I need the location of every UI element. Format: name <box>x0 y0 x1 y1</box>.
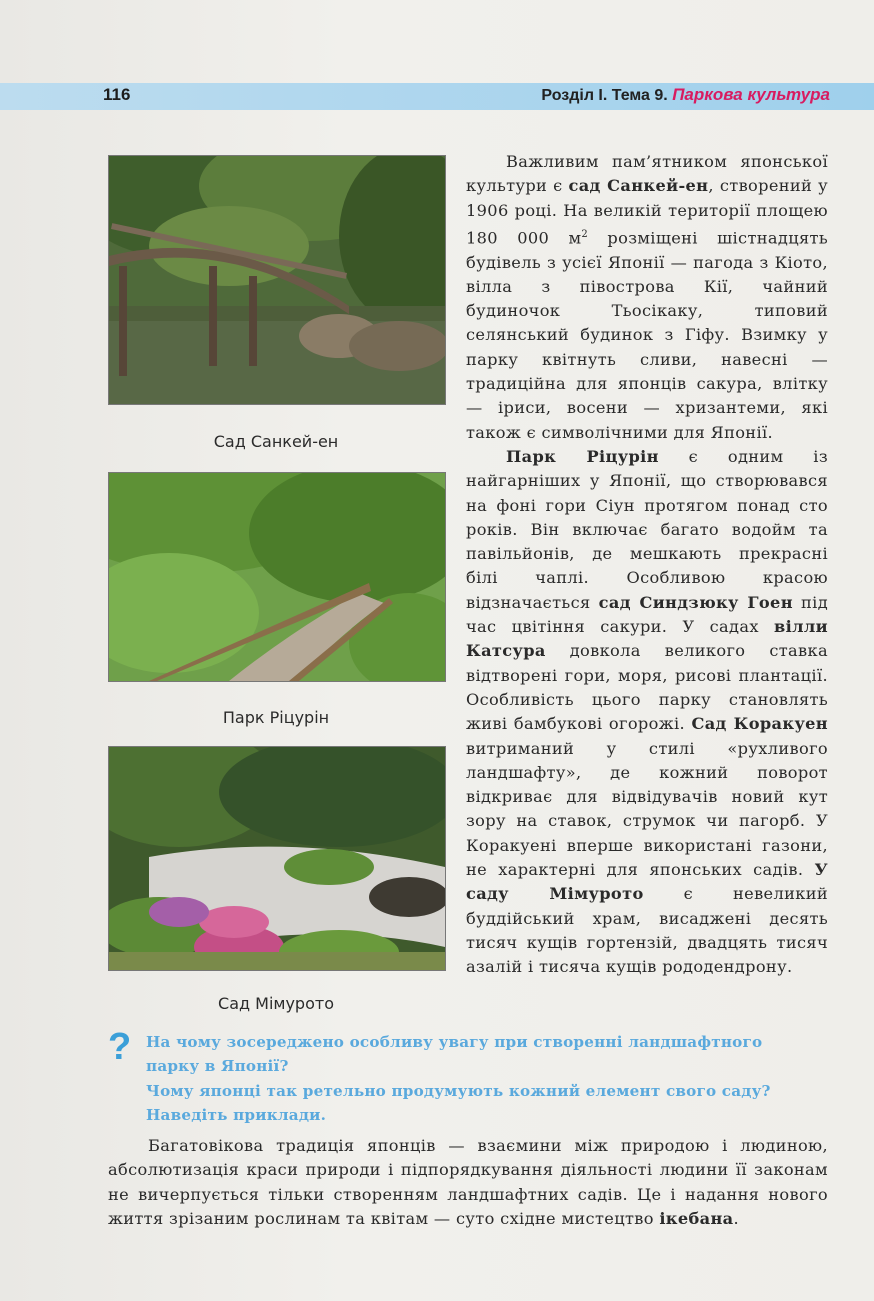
bridge-garden-image <box>109 156 445 404</box>
mimuroto-garden-image <box>109 747 445 970</box>
term-sankei-en: сад Санкей-ен <box>568 176 709 196</box>
photo-sankei-en <box>108 155 446 405</box>
running-header <box>541 85 830 105</box>
caption-ritsurin: Парк Ріцурін <box>222 708 330 727</box>
caption-mimuroto: Сад Мімурото <box>218 994 334 1013</box>
term-ikebana: ікебана <box>659 1209 734 1229</box>
term-katsura: вілли Катсура <box>466 617 828 661</box>
question-mark-icon: ? <box>108 1026 132 1068</box>
main-text-column <box>466 150 828 979</box>
question-line: парку в Японії? <box>146 1057 289 1076</box>
term-mimuroto: У саду Мімурото <box>466 860 828 904</box>
ritsurin-park-image <box>109 473 445 681</box>
term-shinjuku-gyoen: сад Синдзюку Гоен <box>598 592 793 612</box>
page-number: 116 <box>103 85 131 104</box>
question-line: На чому зосереджено особливу увагу при створенні ландшафтного <box>146 1033 763 1051</box>
photo-mimuroto <box>108 746 446 971</box>
question-line: Наведіть приклади. <box>146 1105 327 1124</box>
section-label: Розділ І. Тема 9. <box>541 87 668 104</box>
caption-sankei-en: Сад Санкей-ен <box>213 432 339 451</box>
question-line: Чому японці так ретельно продумують кожний елемент свого саду? <box>146 1081 771 1100</box>
question-text <box>146 1030 846 1127</box>
photo-ritsurin <box>108 472 446 682</box>
closing-paragraph: Багатовікова традиція японців — взаємини між природою і людиною, абсолютизація краси природи і підпорядкування діяльності людини її законам не вичерпується тільки створенням ландшафтних садів. Це і надання нового життя зрізаним рослинам та квітам — суто східне мистецтво ікебана. <box>108 1136 828 1229</box>
topic-title: Паркова культура <box>672 85 830 104</box>
term-ritsurin: Парк Ріцурін <box>506 446 659 466</box>
paragraph-parks: Парк Ріцурін є одним із найгарніших у Японії, що створювався на фоні гори Сіун протягом понад сто років. Він включає багато водойм та павільйонів, де мешкають прекрасні білі чаплі. Особливою красою відзначається сад Синдзюку Гоен під час цвітіння сакури. У садах вілли Катсура довкола великого ставка відтворені гори, моря, рисові плантації. Особливість цього парку становлять живі бамбукові огорожі. Сад Коракуен витриманий у стилі «рухливого ландшафту», де кожний поворот відкриває для відвідувачів новий кут зору на ставок, струмок чи пагорб. У Коракуені вперше використані газони, не характерні для японських садів. У саду Мімурото є невеликий буддійський храм, висаджені десять тисяч кущів гортензій, двадцять тисяч азалій і тисяча кущів рододендрону. <box>466 446 829 977</box>
term-korakuen: Сад Коракуен <box>691 714 828 734</box>
paragraph-sankei-en: Важливим пам’ятником японської культури є сад Санкей-ен, створений у 1906 році. На великій території площею 180 000 $м^2$ розміщені шістнадцять будівель з усієї Японії — пагода з Кіото, вілла з півострова Кії, чайний будиночок Тьосікаку, типовий селянський будинок з Гіфу. Взимку у парку квітнуть сливи, навесні — традиційна для японців сакура, влітку — іриси, восени — хризантеми, які також є символічними для Японії. <box>466 152 829 442</box>
